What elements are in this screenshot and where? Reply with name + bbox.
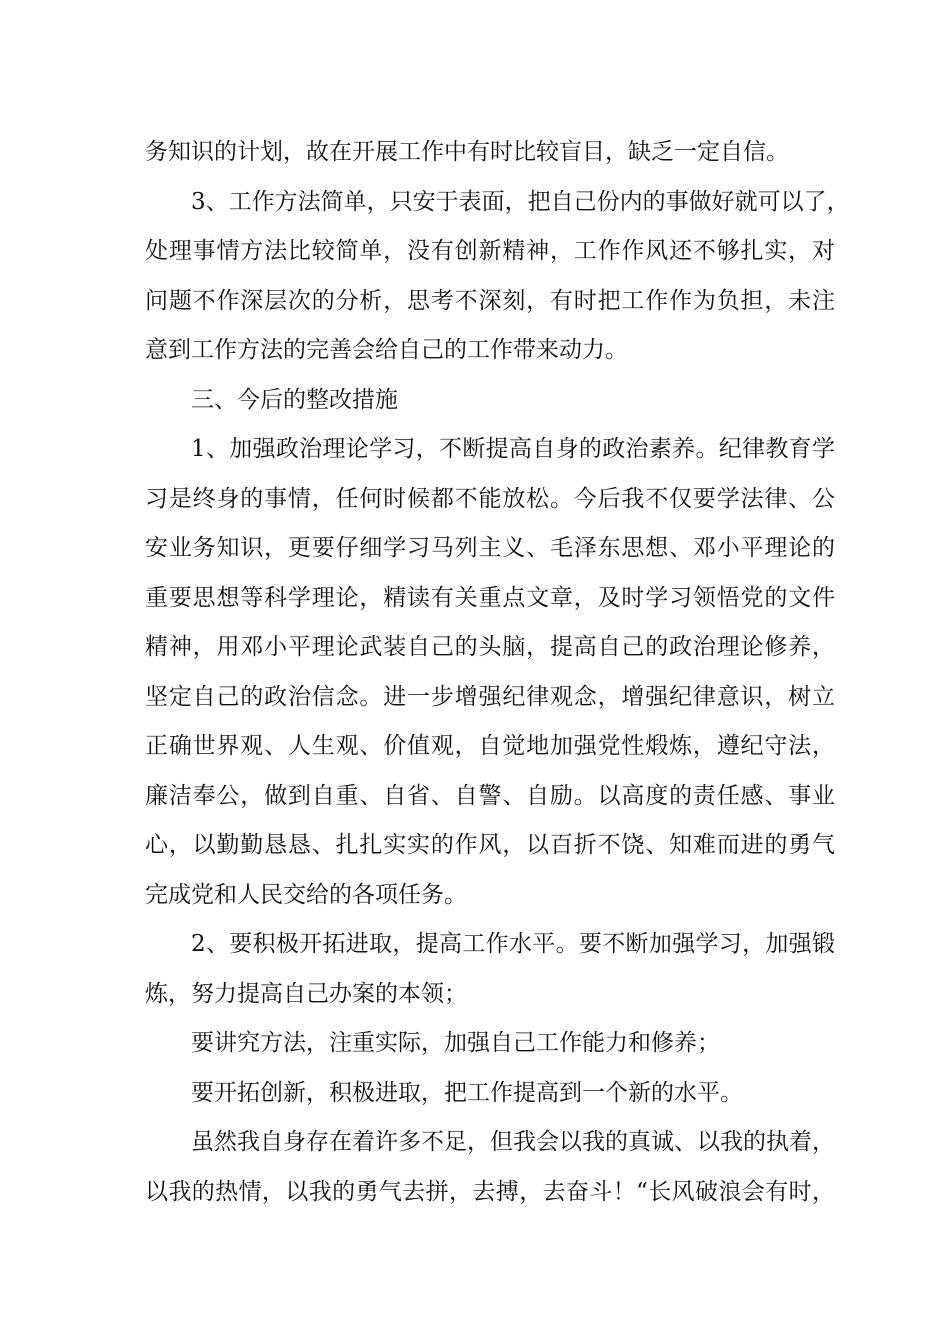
text-line: 要讲究方法，注重实际，加强自己工作能力和修养； <box>191 1030 720 1056</box>
text-line: 处理事情方法比较简单，没有创新精神，工作作风还不够扎实，对 <box>145 238 835 264</box>
text-line: 习是终身的事情，任何时候都不能放松。今后我不仅要学法律、公 <box>145 485 835 512</box>
text-line: 心，以勤勤恳恳、扎扎实实的作风，以百折不饶、知难而进的勇气 <box>145 832 835 858</box>
text-line: 廉洁奉公，做到自重、自省、自警、自励。以高度的责任感、事业 <box>145 782 835 809</box>
text-line: 务知识的计划，故在开展工作中有时比较盲目，缺乏一定自信。 <box>145 139 789 165</box>
text-line: 重要思想等科学理论，精读有关重点文章，及时学习领悟党的文件 <box>145 584 835 611</box>
text-line: 3、工作方法简单，只安于表面，把自己份内的事做好就可以了， <box>191 188 850 215</box>
text-line: 三、今后的整改措施 <box>191 386 398 413</box>
text-line: 以我的热情，以我的勇气去拼，去搏，去奋斗！“长风破浪会有时， <box>145 1178 835 1205</box>
text-line: 完成党和人民交给的各项任务。 <box>145 881 467 908</box>
text-line: 虽然我自身存在着许多不足，但我会以我的真诚、以我的执着， <box>191 1129 835 1155</box>
document-body <box>145 128 850 1217</box>
text-line: 正确世界观、人生观、价值观，自觉地加强党性煅炼，遵纪守法， <box>145 733 835 759</box>
text-line: 要开拓创新，积极进取，把工作提高到一个新的水平。 <box>191 1079 743 1106</box>
text-line: 2、要积极开拓进取，提高工作水平。要不断加强学习，加强锻 <box>191 931 835 957</box>
text-line: 精神，用邓小平理论武装自己的头脑，提高自己的政治理论修养， <box>145 634 835 660</box>
text-line: 意到工作方法的完善会给自己的工作带来动力。 <box>145 337 628 363</box>
text-line: 坚定自己的政治信念。进一步增强纪律观念，增强纪律意识，树立 <box>145 683 835 710</box>
text-line: 炼，努力提高自己办案的本领； <box>145 980 467 1007</box>
text-line: 1、加强政治理论学习，不断提高自身的政治素养。纪律教育学 <box>191 436 835 462</box>
text-line: 安业务知识，更要仔细学习马列主义、毛泽东思想、邓小平理论的 <box>145 535 835 561</box>
text-line: 问题不作深层次的分析，思考不深刻，有时把工作作为负担，未注 <box>145 287 835 314</box>
